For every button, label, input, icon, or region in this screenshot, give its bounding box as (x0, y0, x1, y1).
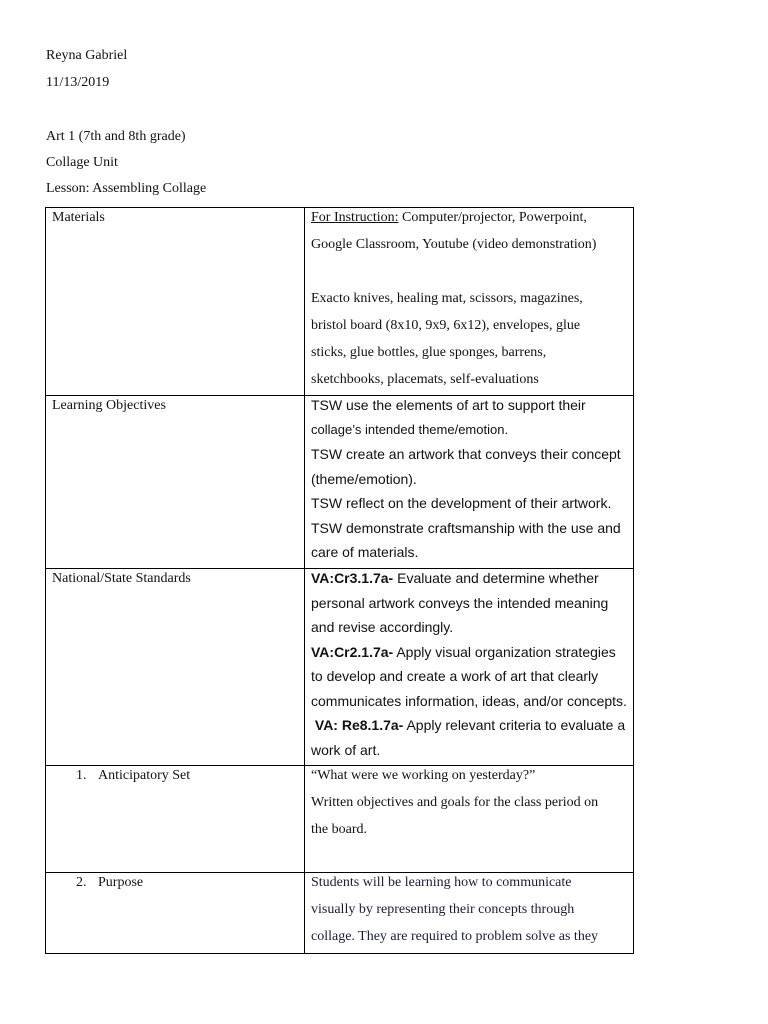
standards-label-cell (46, 569, 305, 766)
objectives-content-cell (305, 396, 634, 569)
standard-code: VA:Cr2.1.7a- (311, 643, 394, 660)
objective-line: care of materials. (311, 544, 419, 560)
item-number: 2. (76, 875, 87, 890)
objective-line: TSW create an artwork that conveys their concept (311, 446, 621, 462)
anticipatory-label: 1. Anticipatory Set (76, 768, 191, 783)
objective-line: collage’s intended theme/emotion. (311, 421, 509, 437)
standard-code: VA:Cr3.1.7a- (311, 570, 394, 586)
row-purpose (46, 873, 634, 954)
spacer (311, 258, 627, 285)
materials-label-cell (46, 208, 305, 396)
anticipatory-label-cell (46, 766, 305, 873)
row-anticipatory-set (46, 766, 634, 873)
objective-line: (theme/emotion). (311, 470, 417, 487)
standard-line: VA:Cr3.1.7a- Evaluate and determine whether (311, 570, 599, 586)
document-date: 11/13/2019 (46, 75, 110, 90)
standards-content-cell (305, 569, 634, 766)
materials-supplies-line: sticks, glue bottles, glue sponges, barrens, (311, 345, 547, 360)
row-objectives (46, 396, 634, 569)
objective-line: TSW use the elements of art to support their (311, 397, 586, 413)
standard-line: VA: Re8.1.7a- Apply relevant criteria to evaluate a (311, 717, 626, 733)
objective-line: TSW demonstrate craftsmanship with the use and (311, 519, 621, 536)
materials-supplies-line: bristol board (8x10, 9x9, 6x12), envelopes, glue (311, 318, 581, 333)
standard-line: work of art. (311, 741, 381, 758)
standards-label: National/State Standards (52, 571, 191, 586)
purpose-line: Students will be learning how to communicate (311, 875, 572, 890)
author-name: Reyna Gabriel (46, 48, 128, 63)
purpose-line: collage. They are required to problem solve as they (311, 929, 599, 944)
materials-supplies-line: sketchbooks, placemats, self-evaluations (311, 372, 539, 387)
lesson-title: Lesson: Assembling Collage (46, 181, 207, 196)
purpose-content-cell (305, 873, 634, 954)
purpose-label-cell (46, 873, 305, 954)
standard-line: and revise accordingly. (311, 619, 454, 635)
row-materials (46, 208, 634, 396)
materials-content-cell (305, 208, 634, 396)
standard-line: personal artwork conveys the intended meaning (311, 594, 609, 611)
objectives-label: Learning Objectives (52, 398, 166, 413)
anticipatory-line: Written objectives and goals for the class period on (311, 795, 599, 810)
row-standards (46, 569, 634, 766)
anticipatory-content-cell (305, 766, 634, 873)
standard-code: VA: Re8.1.7a- (311, 717, 404, 733)
standard-line: VA:Cr2.1.7a- Apply visual organization strategies (311, 643, 616, 660)
materials-instruction-line: For Instruction: Computer/projector, Powerpoint, (311, 210, 587, 225)
materials-instruction-line: Google Classroom, Youtube (video demonstration) (311, 237, 597, 252)
item-number: 1. (76, 768, 87, 783)
unit-title: Collage Unit (46, 155, 118, 170)
objective-line: TSW reflect on the development of their artwork. (311, 495, 612, 511)
course-title: Art 1 (7th and 8th grade) (46, 129, 186, 144)
lesson-plan-table (45, 207, 634, 954)
materials-supplies-line: Exacto knives, healing mat, scissors, magazines, (311, 291, 583, 306)
purpose-label: 2. Purpose (76, 875, 144, 890)
anticipatory-line: “What were we working on yesterday?” (311, 768, 536, 783)
standard-line: communicates information, ideas, and/or concepts. (311, 692, 627, 709)
instruction-heading: For Instruction: (311, 210, 399, 225)
purpose-line: visually by representing their concepts through (311, 902, 575, 917)
materials-label: Materials (52, 210, 105, 225)
objectives-label-cell (46, 396, 305, 569)
anticipatory-line: the board. (311, 822, 367, 837)
standard-line: to develop and create a work of art that clearly (311, 668, 599, 684)
